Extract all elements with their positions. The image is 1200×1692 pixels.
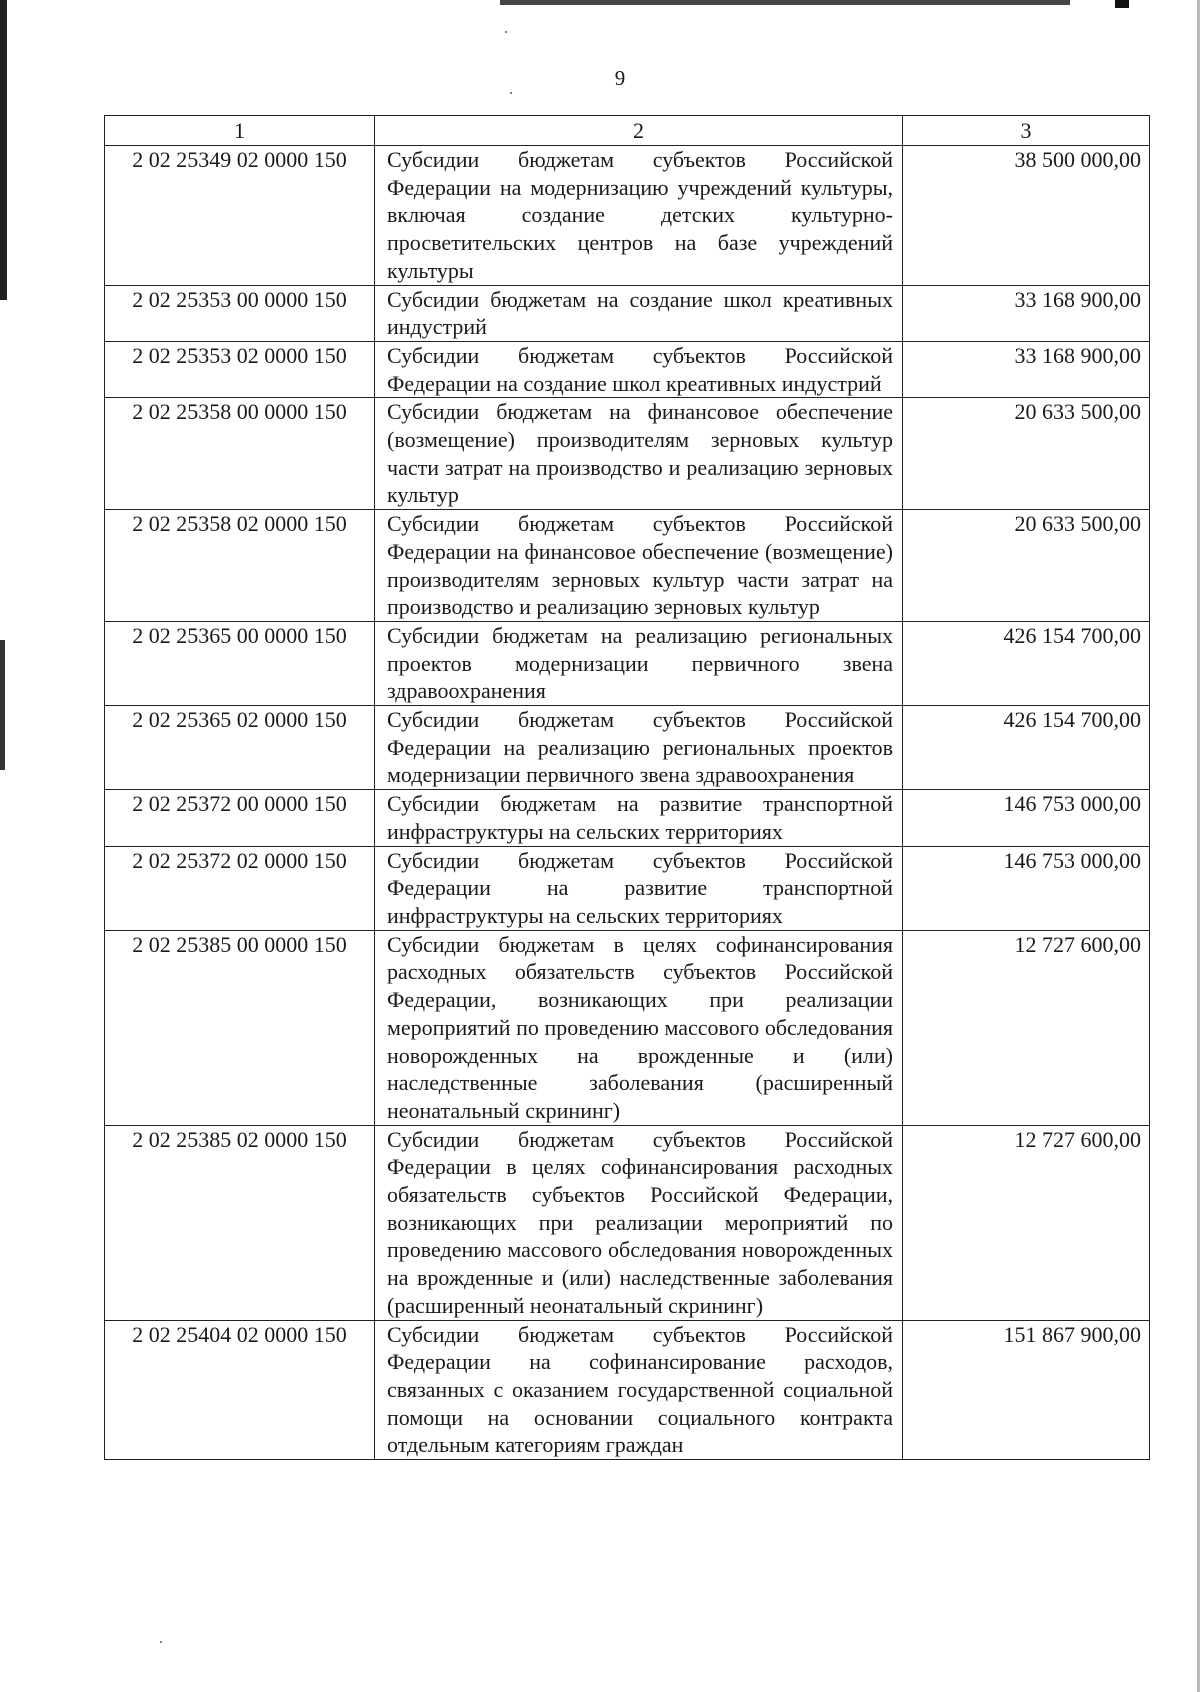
column-header-description: 2 (375, 116, 903, 146)
scan-speck (510, 92, 512, 94)
table-row (105, 706, 1150, 790)
row-description: Субсидии бюджетам субъектов Российской Федерации на софинансирование расходов, связанных с оказанием государственной социальной помощи на основании социального контракта отдельным категориям граждан (375, 1320, 903, 1460)
row-amount: 33 168 900,00 (903, 285, 1150, 341)
row-amount: 146 753 000,00 (903, 846, 1150, 930)
table-row (105, 1320, 1150, 1460)
scan-edge-artifact (0, 640, 5, 770)
scan-speck (505, 31, 507, 33)
row-description: Субсидии бюджетам на реализацию региональных проектов модернизации первичного звена здравоохранения (375, 621, 903, 705)
row-code: 2 02 25349 02 0000 150 (105, 146, 375, 286)
row-code: 2 02 25353 02 0000 150 (105, 341, 375, 397)
column-header-amount: 3 (903, 116, 1150, 146)
table-header-row (105, 116, 1150, 146)
row-code: 2 02 25404 02 0000 150 (105, 1320, 375, 1460)
row-amount: 426 154 700,00 (903, 706, 1150, 790)
row-code: 2 02 25353 00 0000 150 (105, 285, 375, 341)
row-code: 2 02 25385 00 0000 150 (105, 930, 375, 1125)
table-row (105, 285, 1150, 341)
row-code: 2 02 25365 00 0000 150 (105, 621, 375, 705)
row-code: 2 02 25372 00 0000 150 (105, 790, 375, 846)
table-row (105, 846, 1150, 930)
row-code: 2 02 25365 02 0000 150 (105, 706, 375, 790)
table-row (105, 398, 1150, 510)
table-row (105, 930, 1150, 1125)
row-code: 2 02 25385 02 0000 150 (105, 1125, 375, 1320)
row-code: 2 02 25372 02 0000 150 (105, 846, 375, 930)
row-description: Субсидии бюджетам субъектов Российской Федерации на реализацию региональных проектов модернизации первичного звена здравоохранения (375, 706, 903, 790)
column-header-code: 1 (105, 116, 375, 146)
row-amount: 20 633 500,00 (903, 510, 1150, 622)
scan-edge-artifact (0, 0, 7, 300)
row-code: 2 02 25358 00 0000 150 (105, 398, 375, 510)
row-description: Субсидии бюджетам субъектов Российской Федерации на создание школ креативных индустрий (375, 341, 903, 397)
row-code: 2 02 25358 02 0000 150 (105, 510, 375, 622)
row-description: Субсидии бюджетам субъектов Российской Федерации на финансовое обеспечение (возмещение) производителям зерновых культур части затрат на производство и реализацию зерновых культур (375, 510, 903, 622)
table-row (105, 621, 1150, 705)
row-description: Субсидии бюджетам субъектов Российской Федерации в целях софинансирования расходных обязательств субъектов Российской Федерации, возникающих при реализации мероприятий по проведению массового обследования новорожденных на врожденные и (или) наследственные заболевания (расширенный неонатальный скрининг) (375, 1125, 903, 1320)
row-amount: 20 633 500,00 (903, 398, 1150, 510)
row-description: Субсидии бюджетам субъектов Российской Федерации на развитие транспортной инфраструктуры на сельских территориях (375, 846, 903, 930)
scan-speck (160, 1641, 162, 1643)
table-row (105, 341, 1150, 397)
row-description: Субсидии бюджетам на создание школ креативных индустрий (375, 285, 903, 341)
row-amount: 426 154 700,00 (903, 621, 1150, 705)
row-description: Субсидии бюджетам субъектов Российской Федерации на модернизацию учреждений культуры, включая создание детских культурно-просветительских центров на базе учреждений культуры (375, 146, 903, 286)
row-amount: 12 727 600,00 (903, 930, 1150, 1125)
budget-table (104, 115, 1150, 1460)
row-description: Субсидии бюджетам в целях софинансирования расходных обязательств субъектов Российской Федерации, возникающих при реализации мероприятий по проведению массового обследования новорожденных на врожденные и (или) наследственные заболевания (расширенный неонатальный скрининг) (375, 930, 903, 1125)
scan-top-line-artifact (500, 0, 1070, 5)
row-amount: 12 727 600,00 (903, 1125, 1150, 1320)
table-row (105, 1125, 1150, 1320)
table-row (105, 146, 1150, 286)
table-row (105, 790, 1150, 846)
row-description: Субсидии бюджетам на финансовое обеспечение (возмещение) производителям зерновых культур части затрат на производство и реализацию зерновых культур (375, 398, 903, 510)
page-number: 9 (614, 66, 626, 90)
row-description: Субсидии бюджетам на развитие транспортной инфраструктуры на сельских территориях (375, 790, 903, 846)
row-amount: 146 753 000,00 (903, 790, 1150, 846)
scan-top-mark-artifact (1115, 0, 1129, 8)
row-amount: 33 168 900,00 (903, 341, 1150, 397)
table-row (105, 510, 1150, 622)
row-amount: 151 867 900,00 (903, 1320, 1150, 1460)
row-amount: 38 500 000,00 (903, 146, 1150, 286)
